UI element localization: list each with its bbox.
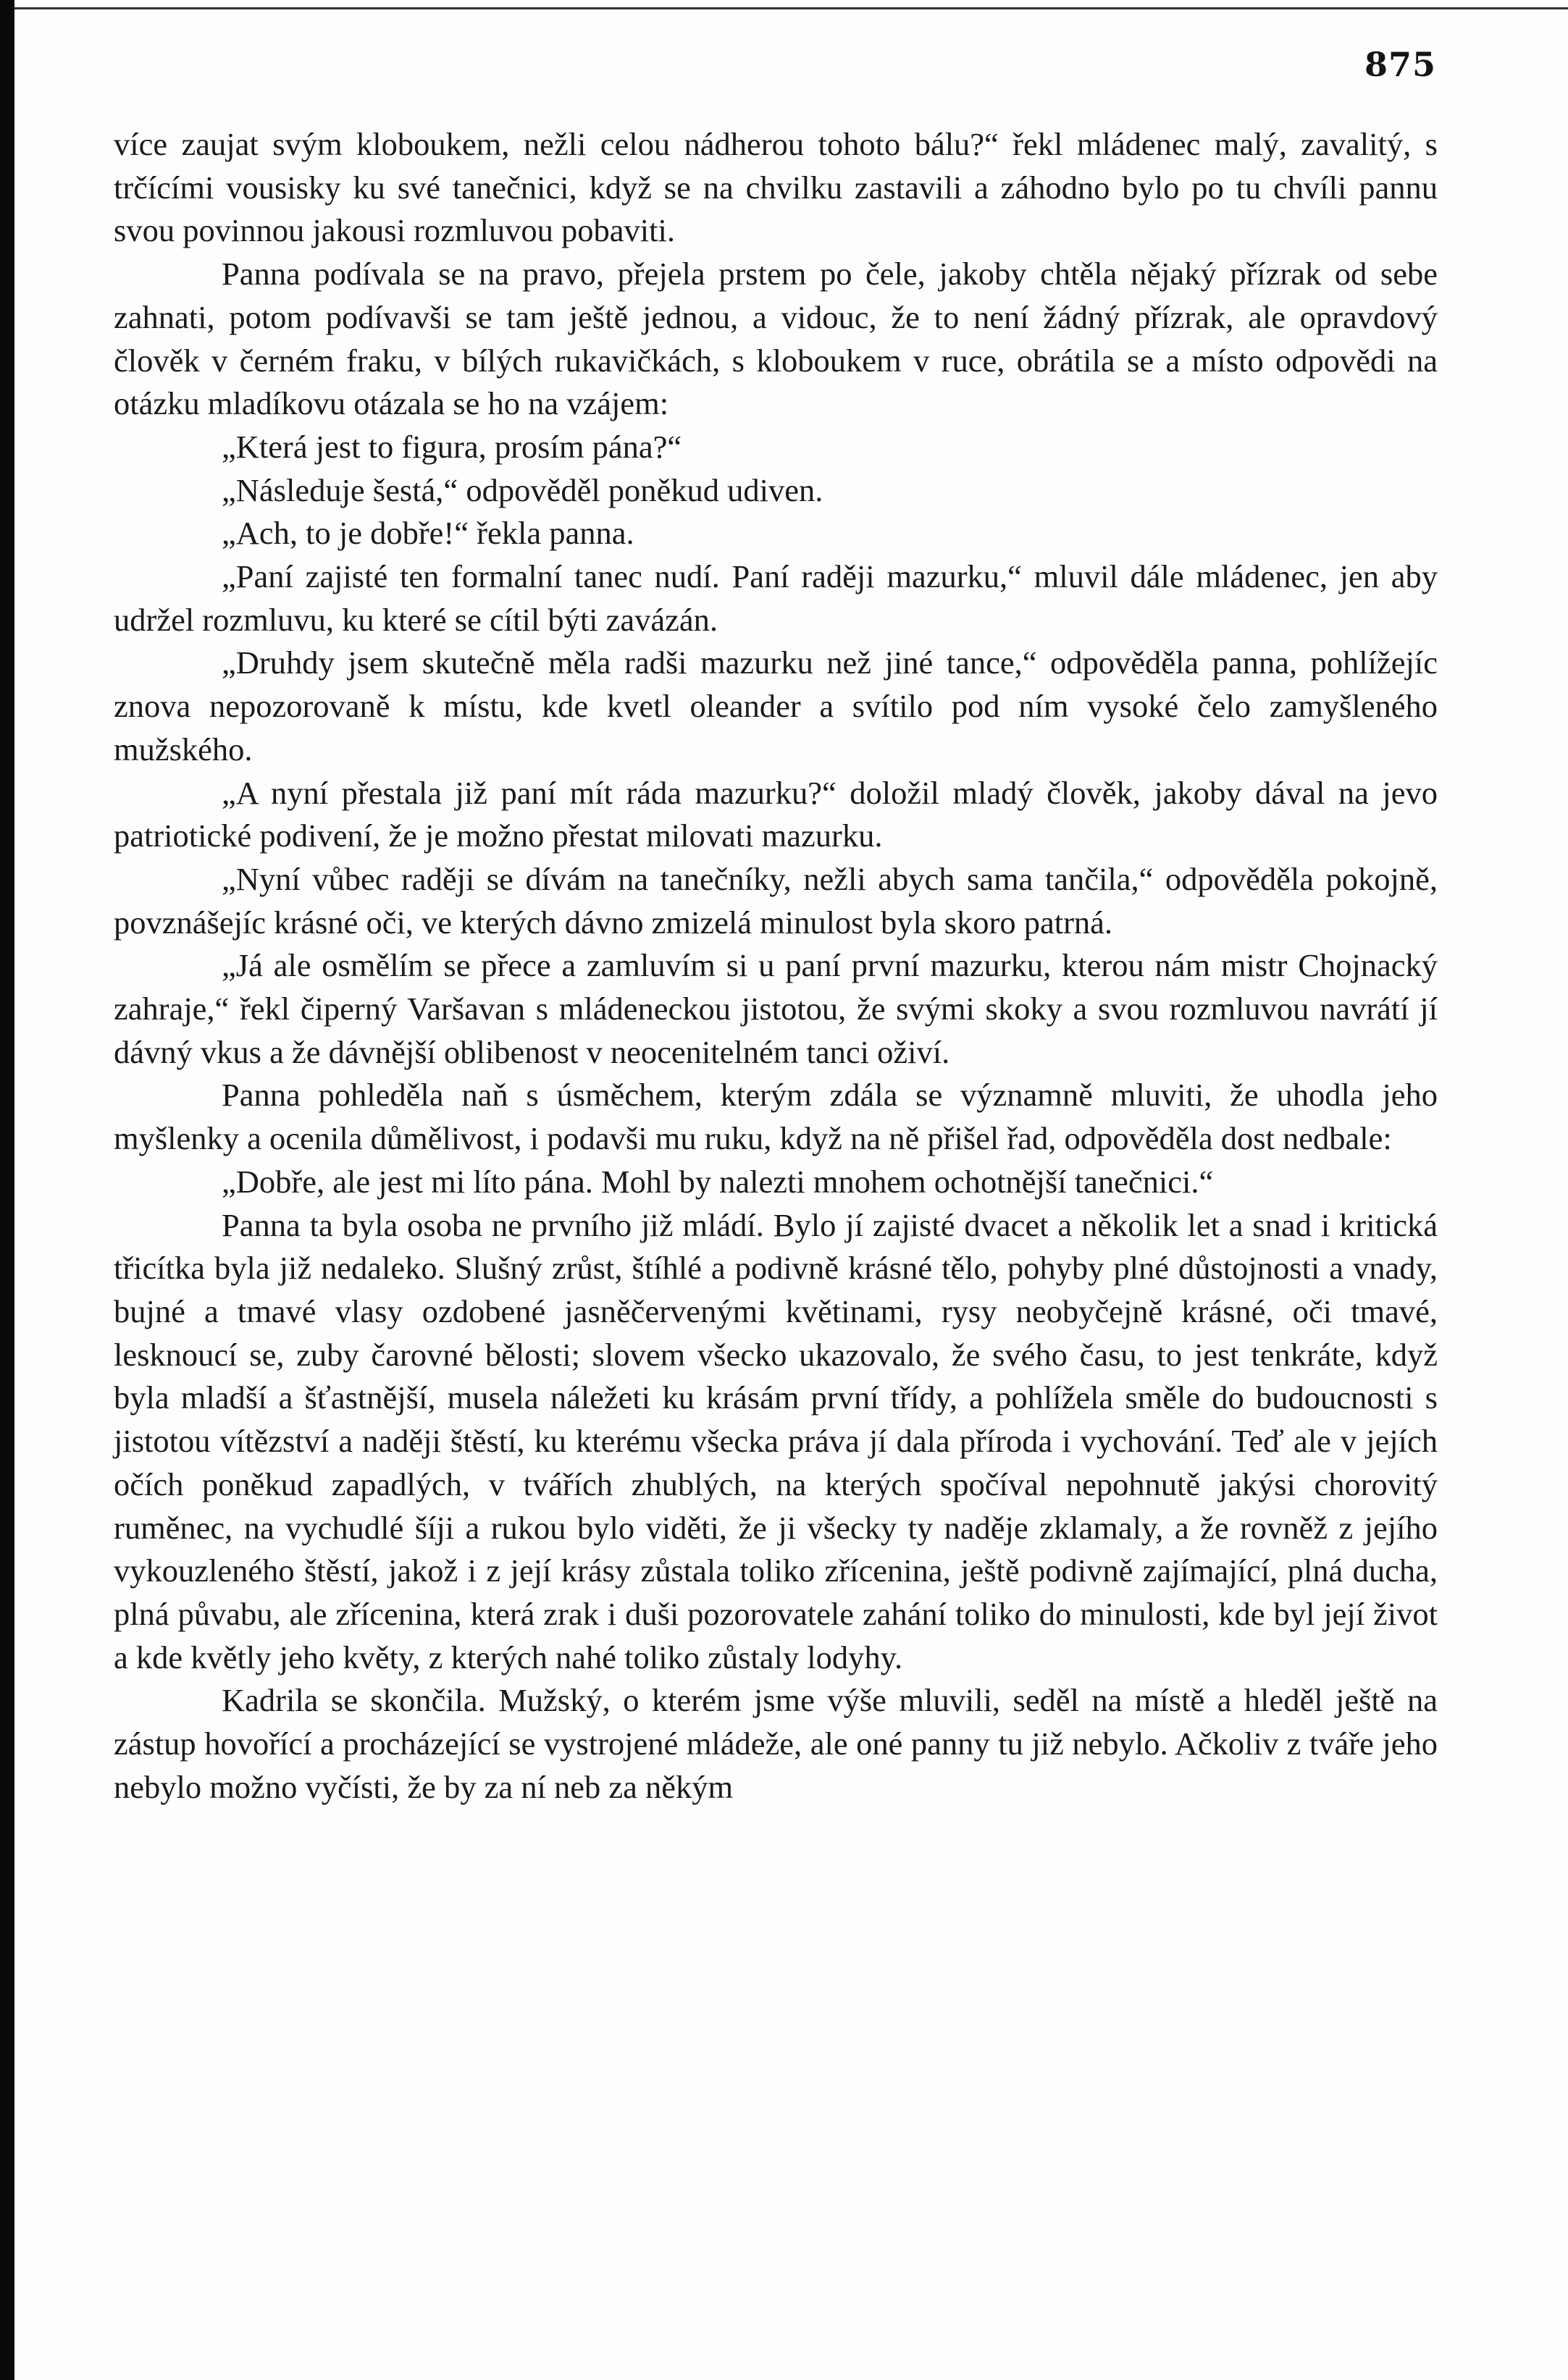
paragraph: „Nyní vůbec raději se dívám na tanečníky, nežli abych sama tančila,“ odpověděla pokojně, povznášejíc krásné oči, ve kterých dávno zmizelá minulost byla skoro patrná. [114,860,1438,941]
paragraph: Panna pohleděla naň s úsměchem, kterým zdála se významně mluviti, že uhodla jeho myšlenky a ocenila důmělivost, i podavši mu ruku, když na ně přišel řad, odpověděla dost nedbale: [114,1077,1438,1157]
top-rule [14,7,1568,9]
paragraph: „Já ale osmělím se přece a zamluvím si u paní první mazurku, kterou nám mistr Chojnacký zahraje,“ řekl čiperný Varšavan s mládeneckou jistotou, že svými skoky a svou rozmluvou navrátí jí dávný vkus a že dávnější oblibenost v neocenitelném tanci oživí. [114,947,1438,1070]
page-number: 875 [1364,45,1436,84]
paragraph: „Paní zajisté ten formalní tanec nudí. Paní raději mazurku,“ mluvil dále mládenec, jen aby udržel rozmluvu, ku které se cítil býti zavázán. [114,558,1438,638]
paragraph: „Dobře, ale jest mi líto pána. Mohl by nalezti mnohem ochotnější tanečnici.“ [222,1163,1214,1200]
paragraph: Panna podívala se na pravo, přejela prstem po čele, jakoby chtěla nějaký přízrak od sebe zahnati, potom podívavši se tam ještě jednou, a vidouc, že to není žádný přízrak, ale opravdový člověk v černém fraku, v bílých rukavičkách, s kloboukem v ruce, obrátila se a místo odpovědi na otázku mladíkovu otázala se ho na vzájem: [114,256,1438,422]
paragraph: „Která jest to figura, prosím pána?“ [222,428,682,465]
paragraph: Panna ta byla osoba ne prvního již mládí. Bylo jí zajisté dvacet a několik let a snad i kritická třicítka byla již nedaleko. Slušný zrůst, štíhlé a podivně krásné tělo, pohyby plné důstojnosti a vnady, bujné a tmavé vlasy ozdobené jasněčervenými květinami, rysy neobyčejně krásné, oči tmavé, lesknoucí se, zuby čarovné bělosti; slovem všecko ukazovalo, že svého času, to jest tenkráte, když byla mladší a šťastnější, musela náležeti ku krásám první třídy, a pohlížela směle do budoucnosti s jistotou vítězství a naději štěstí, ku kterému všecka práva jí dala příroda i vychování. Teď ale v jejích očích poněkud zapadlých, v tvářích zhublých, na kterých spočíval nepohnutě jakýsi chorovitý ruměnec, na vychudlé šíji a rukou bylo viděti, že ji všecky ty naděje zklamaly, a že rovněž z jejího vykouzleného štěstí, jakož i z její krásy zůstala toliko zřícenina, ještě podivně zajímající, plná ducha, plná půvabu, ale zřícenina, která zrak i duši pozorovatele zahání toliko do minulosti, kde byl její život a kde květly jeho květy, z kterých nahé toliko zůstaly lodyhy. [114,1206,1438,1675]
paragraph: „A nyní přestala již paní mít ráda mazurku?“ doložil mladý člověk, jakoby dával na jevo patriotické podivení, že je možno přestat milovati mazurku. [114,774,1438,854]
binding-shadow [0,0,14,2380]
paragraph: „Druhdy jsem skutečně měla radši mazurku než jiné tance,“ odpověděla panna, pohlížejíc znova nepozorovaně k místu, kde kvetl oleander a svítilo pod ním vysoké čelo zamyšleného mužského. [114,644,1438,768]
body-text [114,123,1438,1809]
paragraph: více zaujat svým kloboukem, nežli celou nádherou tohoto bálu?“ řekl mládenec malý, zavalitý, s trčícími vousisky ku své tanečnici, když se na chvilku zastavili a záhodno bylo po tu chvíli pannu svou povinnou jakousi rozmluvou pobaviti. [114,126,1438,249]
paragraph: Kadrila se skončila. Mužský, o kterém jsme výše mluvili, seděl na místě a hleděl ještě na zástup hovořící a procházející se vystrojené mládeže, ale oné panny tu již nebylo. Ačkoliv z tváře jeho nebylo možno vyčísti, že by za ní neb za někým [114,1682,1438,1805]
paragraph: „Následuje šestá,“ odpověděl poněkud udiven. [222,471,823,508]
paragraph: „Ach, to je dobře!“ řekla panna. [222,515,634,552]
